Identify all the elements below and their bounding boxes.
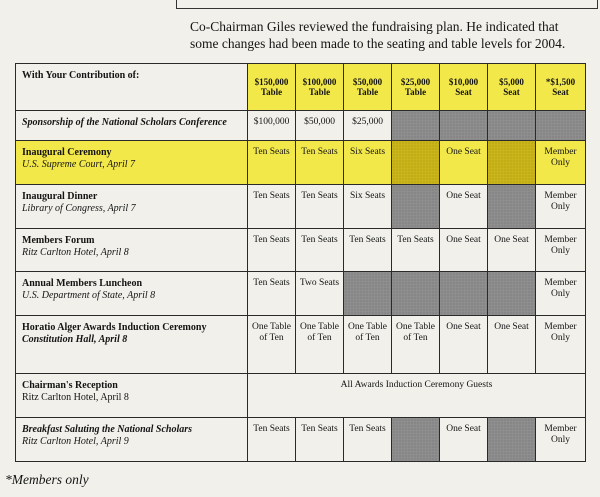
table-cell: One Seat [488, 229, 536, 272]
table-cell: One Seat [440, 141, 488, 185]
table-cell: Six Seats [344, 141, 392, 185]
shaded-cell [488, 418, 536, 462]
table-cell: One Table of Ten [296, 316, 344, 374]
merged-cell: All Awards Induction Ceremony Guests [248, 374, 586, 418]
table-cell: Ten Seats [248, 418, 296, 462]
table-cell: Ten Seats [296, 141, 344, 185]
table-cell: Ten Seats [296, 185, 344, 229]
intro-paragraph: Co-Chairman Giles reviewed the fundraising plan. He indicated that some changes had been made to the seating and table levels for 2004. [190, 19, 566, 51]
level-header: $5,000 Seat [488, 64, 536, 111]
event-location: Ritz Carlton Hotel, April 8 [22, 247, 129, 258]
event-title: Sponsorship of the National Scholars Conference [22, 117, 227, 128]
shaded-cell [536, 111, 586, 141]
table-cell: Ten Seats [344, 229, 392, 272]
event-cell [16, 111, 248, 141]
header-row [16, 64, 586, 111]
shaded-cell [392, 185, 440, 229]
shaded-cell [392, 418, 440, 462]
table-row [16, 418, 586, 462]
event-title: Breakfast Saluting the National Scholars [22, 424, 193, 435]
table-cell: Member Only [536, 272, 586, 316]
table-row [16, 374, 586, 418]
table-cell: Ten Seats [392, 229, 440, 272]
shaded-cell [488, 111, 536, 141]
table-cell: Two Seats [296, 272, 344, 316]
table-cell: One Seat [440, 185, 488, 229]
event-location: U.S. Supreme Court, April 7 [22, 159, 136, 170]
event-title: Members Forum [22, 235, 95, 246]
table-row [16, 141, 586, 185]
event-title: Inaugural Dinner [22, 191, 98, 202]
event-cell [16, 316, 248, 374]
header-label: With Your Contribution of: [16, 64, 248, 111]
event-cell [16, 272, 248, 316]
level-header: $50,000 Table [344, 64, 392, 111]
shaded-cell [440, 272, 488, 316]
table-cell: One Seat [440, 316, 488, 374]
shaded-cell [488, 141, 536, 185]
table-cell: Ten Seats [248, 185, 296, 229]
shaded-cell [488, 272, 536, 316]
event-cell [16, 185, 248, 229]
level-header: *$1,500 Seat [536, 64, 586, 111]
event-title: Annual Members Luncheon [22, 278, 143, 289]
table-cell: Six Seats [344, 185, 392, 229]
level-header: $25,000 Table [392, 64, 440, 111]
event-cell [16, 141, 248, 185]
level-header: $150,000 Table [248, 64, 296, 111]
table-cell: $25,000 [344, 111, 392, 141]
table-cell: $100,000 [248, 111, 296, 141]
table-row [16, 272, 586, 316]
table-cell: One Seat [440, 418, 488, 462]
table-cell: One Table of Ten [248, 316, 296, 374]
contribution-table [15, 63, 586, 462]
table-row [16, 111, 586, 141]
event-location: Library of Congress, April 7 [22, 203, 136, 214]
shaded-cell [392, 141, 440, 185]
shaded-cell [440, 111, 488, 141]
table-cell: Member Only [536, 316, 586, 374]
table-cell: Ten Seats [296, 229, 344, 272]
table-row [16, 185, 586, 229]
shaded-cell [392, 272, 440, 316]
shaded-cell [488, 185, 536, 229]
footnote: *Members only [5, 472, 89, 487]
table-cell: One Seat [440, 229, 488, 272]
table-cell: Member Only [536, 229, 586, 272]
event-title: Horatio Alger Awards Induction Ceremony [22, 322, 207, 333]
event-title: Inaugural Ceremony [22, 147, 112, 158]
shaded-cell [344, 272, 392, 316]
table-cell: Ten Seats [248, 272, 296, 316]
event-location: Constitution Hall, April 8 [22, 334, 128, 345]
event-cell [16, 229, 248, 272]
table-cell: Ten Seats [248, 229, 296, 272]
table-row [16, 229, 586, 272]
table-cell: One Seat [488, 316, 536, 374]
table-cell: Member Only [536, 141, 586, 185]
event-cell [16, 374, 248, 418]
table-cell: $50,000 [296, 111, 344, 141]
table-cell: Member Only [536, 185, 586, 229]
table-cell: One Table of Ten [344, 316, 392, 374]
table-cell: Ten Seats [344, 418, 392, 462]
table-cell: Ten Seats [248, 141, 296, 185]
table-cell: Ten Seats [296, 418, 344, 462]
table-cell: Member Only [536, 418, 586, 462]
event-location: U.S. Department of State, April 8 [22, 290, 156, 301]
event-title: Chairman's Reception [22, 380, 118, 391]
event-location: Ritz Carlton Hotel, April 8 [22, 392, 129, 403]
event-cell [16, 418, 248, 462]
table-row [16, 316, 586, 374]
top-frame [176, 0, 598, 9]
level-header: $10,000 Seat [440, 64, 488, 111]
shaded-cell [392, 111, 440, 141]
table-cell: One Table of Ten [392, 316, 440, 374]
event-location: Ritz Carlton Hotel, April 9 [22, 436, 129, 447]
level-header: $100,000 Table [296, 64, 344, 111]
